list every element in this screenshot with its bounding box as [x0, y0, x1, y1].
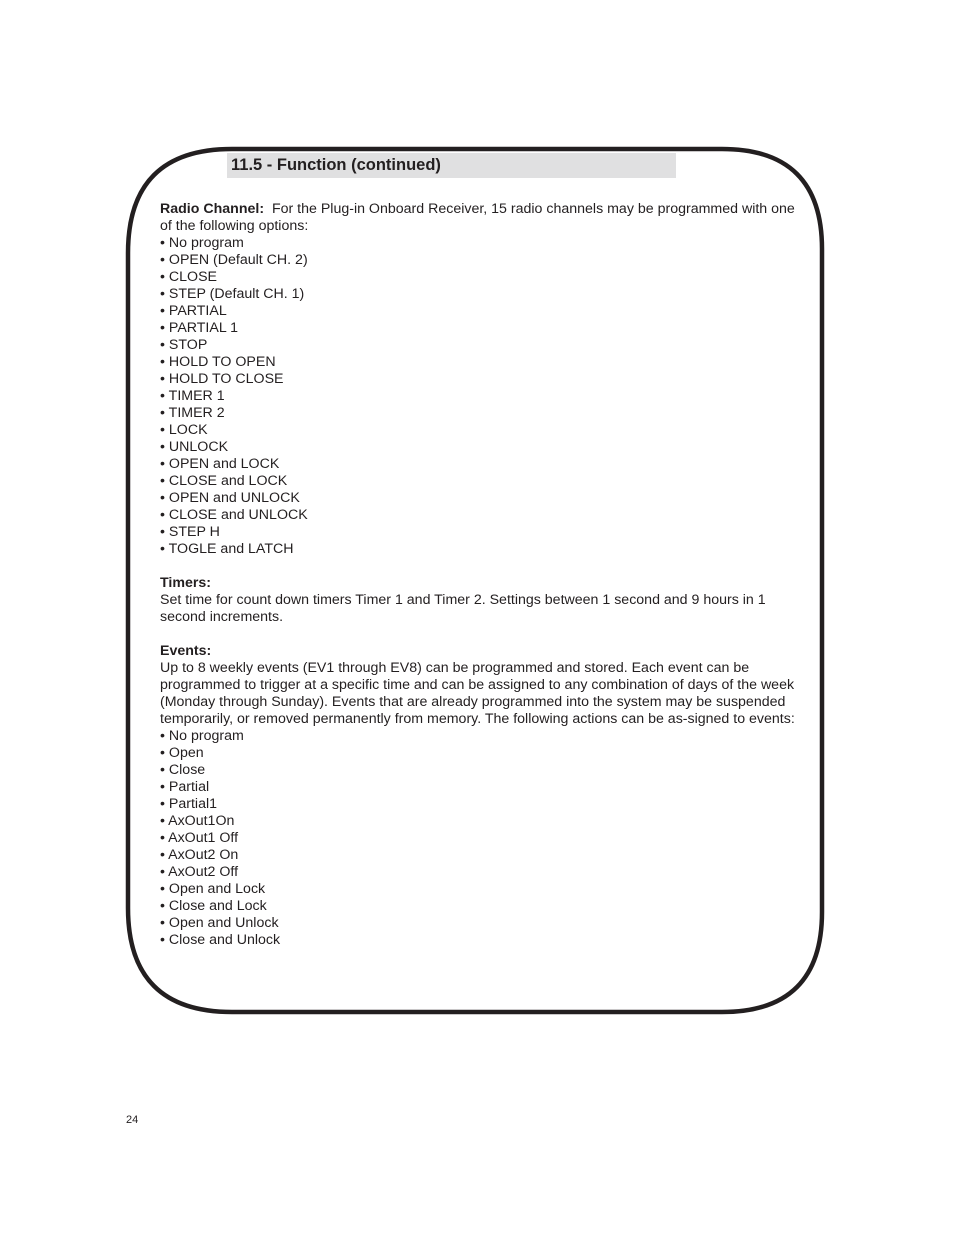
list-item: • AxOut1On	[160, 813, 235, 829]
list-item: • Open and Lock	[160, 881, 266, 897]
list-item: • TIMER 1	[160, 388, 225, 404]
list-item: • PARTIAL	[160, 303, 227, 319]
list-item: • No program	[160, 728, 244, 744]
list-item: • AxOut1 Off	[160, 830, 239, 846]
list-item: • Open	[160, 745, 204, 761]
list-item: • HOLD TO CLOSE	[160, 371, 284, 387]
list-item: • LOCK	[160, 422, 208, 438]
events-heading: Events:	[160, 643, 212, 659]
list-item: • CLOSE and LOCK	[160, 473, 288, 489]
list-item: • OPEN and UNLOCK	[160, 490, 300, 506]
list-item: • TIMER 2	[160, 405, 225, 421]
list-item: • No program	[160, 235, 244, 251]
radio-channel-paragraph	[160, 201, 796, 235]
list-item: • STEP (Default CH. 1)	[160, 286, 305, 302]
list-item: • CLOSE and UNLOCK	[160, 507, 308, 523]
events-actions-list	[160, 728, 796, 949]
section-title: 11.5 - Function (continued)	[227, 153, 676, 178]
list-item: • HOLD TO OPEN	[160, 354, 276, 370]
timers-text: Set time for count down timers Timer 1 and Timer 2. Settings between 1 second and 9 hours in 1 second increments.	[160, 592, 766, 625]
list-item: • PARTIAL 1	[160, 320, 239, 336]
list-item: • Open and Unlock	[160, 915, 279, 931]
list-item: • Close and Unlock	[160, 932, 281, 948]
list-item: • Close and Lock	[160, 898, 267, 914]
events-text: Up to 8 weekly events (EV1 through EV8) can be programmed and stored. Each event can be programmed to trigger at a specific time and can be assigned to any combination of days of the week (Monday through Sunday). Events that are already programmed into the system may be suspended temporarily, or removed permanently from memory. The following actions can be as-signed to events:	[160, 660, 795, 727]
timers-heading: Timers:	[160, 575, 211, 591]
list-item: • OPEN and LOCK	[160, 456, 280, 472]
page-number: 24	[126, 1114, 139, 1126]
list-item: • AxOut2 On	[160, 847, 239, 863]
list-item: • STEP H	[160, 524, 220, 540]
radio-channel-options-list	[160, 235, 796, 558]
list-item: • UNLOCK	[160, 439, 229, 455]
list-item: • Close	[160, 762, 206, 778]
radio-channel-label: Radio Channel:	[160, 201, 265, 217]
radio-channel-intro: For the Plug-in Onboard Receiver, 15 radio channels may be programmed with one of the following options:	[160, 201, 795, 234]
spacer	[160, 558, 796, 575]
list-item: • STOP	[160, 337, 208, 353]
list-item: • OPEN (Default CH. 2)	[160, 252, 308, 268]
list-item: • Partial	[160, 779, 210, 795]
spacer	[160, 626, 796, 643]
list-item: • Partial1	[160, 796, 218, 812]
list-item: • CLOSE	[160, 269, 218, 285]
page-content	[160, 201, 796, 949]
list-item: • AxOut2 Off	[160, 864, 239, 880]
list-item: • TOGLE and LATCH	[160, 541, 294, 557]
